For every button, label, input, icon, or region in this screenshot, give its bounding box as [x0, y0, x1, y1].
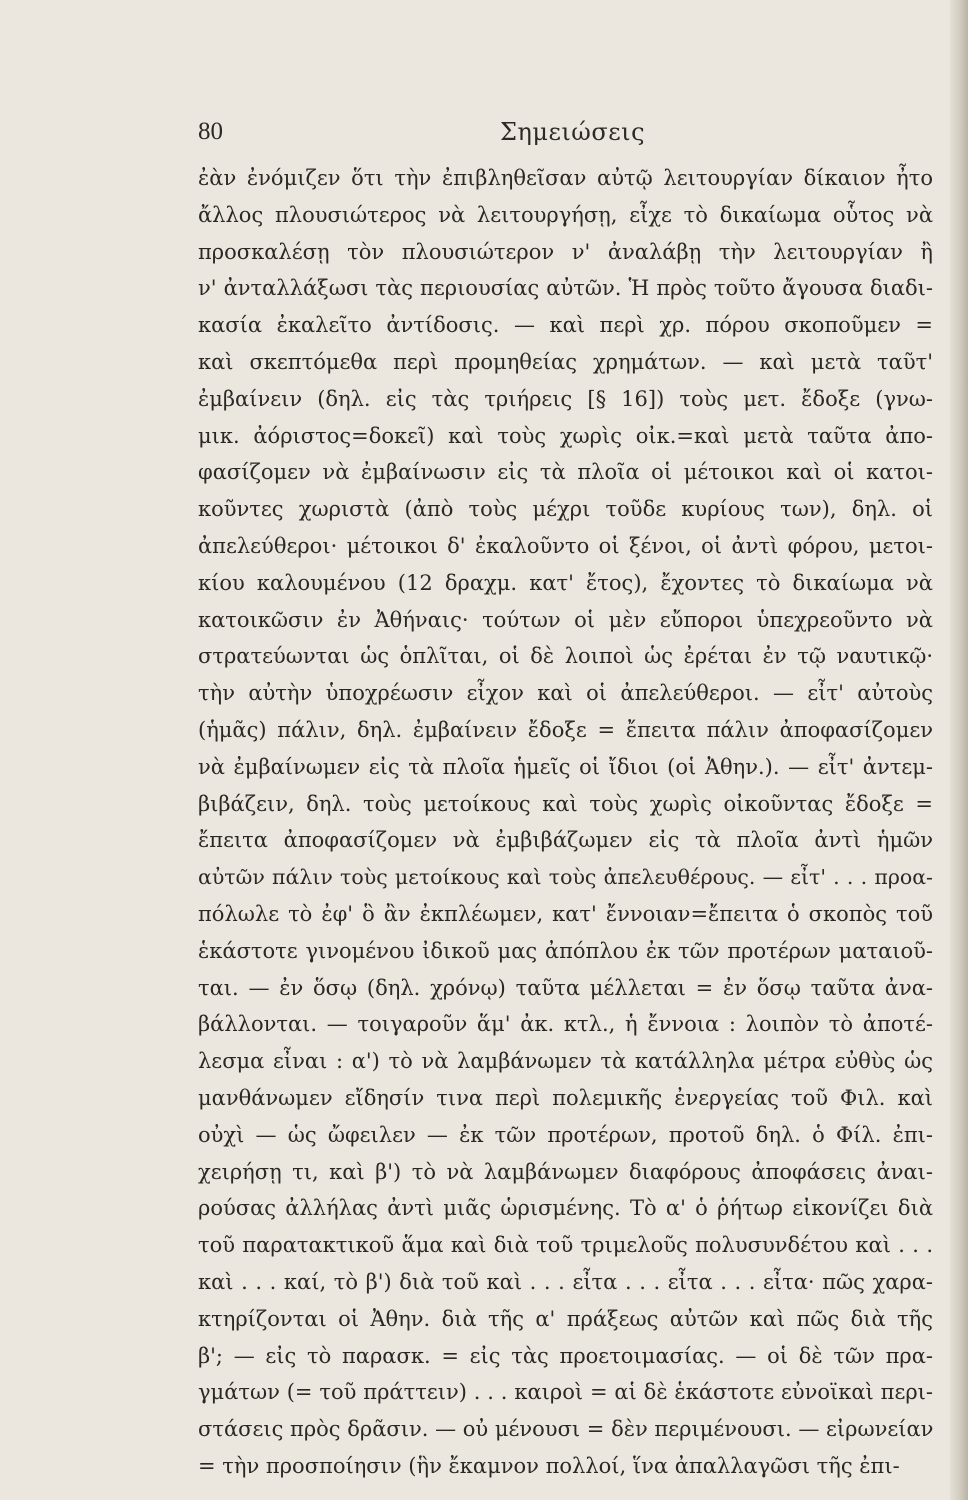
text-line: κασία ἐκαλεῖτο ἀντίδοσις. — καὶ περὶ χρ. πόρου σκοποῦμεν =	[198, 313, 933, 338]
text-line: ἐὰν ἐνόμιζεν ὅτι τὴν ἐπιβληθεῖσαν αὐτῷ λειτουργίαν δίκαιον ἦτο	[198, 166, 933, 190]
text-line: κίου καλουμένου (12 δραχμ. κατ' ἔτος), ἔχοντες τὸ δικαίωμα νὰ	[198, 570, 933, 595]
text-line: νὰ ἐμβαίνωμεν εἰς τὰ πλοῖα ἡμεῖς οἱ ἴδιοι (οἱ Ἀθην.). — εἶτ' ἀντεμ-	[198, 754, 933, 779]
running-head: Σημειώσεις	[500, 118, 646, 146]
text-line: ἄλλος πλουσιώτερος νὰ λειτουργήσῃ, εἶχε τὸ δικαίωμα οὗτος νὰ	[198, 202, 933, 227]
text-line: ται. — ἐν ὅσῳ (δηλ. χρόνῳ) ταῦτα μέλλεται = ἐν ὅσῳ ταῦτα ἀνα-	[198, 975, 933, 1000]
text-line: καὶ . . . καί, τὸ β') διὰ τοῦ καὶ . . . εἶτα . . . εἶτα . . . εἶτα· πῶς χαρα-	[198, 1269, 933, 1294]
text-line: ἔπειτα ἀποφασίζομεν νὰ ἐμβιβάζωμεν εἰς τὰ πλοῖα ἀντὶ ἡμῶν	[198, 828, 933, 853]
page-edge-shadow	[950, 0, 968, 1500]
text-line: μικ. ἀόριστος=δοκεῖ) καὶ τοὺς χωρὶς οἰκ.=καὶ μετὰ ταῦτα ἀπο-	[198, 423, 933, 448]
text-line: ἐμβαίνειν (δηλ. εἰς τὰς τριήρεις [§ 16]) τοὺς μετ. ἔδοξε (γνω-	[198, 386, 933, 411]
text-line: ν' ἀνταλλάξωσι τὰς περιουσίας αὐτῶν. Ἡ πρὸς τοῦτο ἄγουσα διαδι-	[198, 276, 933, 301]
body-text	[198, 160, 933, 1485]
text-line: οὐχὶ — ὡς ὤφειλεν — ἐκ τῶν προτέρων, προτοῦ δηλ. ὁ Φίλ. ἐπι-	[198, 1122, 933, 1147]
text-line: β'; — εἰς τὸ παρασκ. = εἰς τὰς προετοιμασίας. — οἱ δὲ τῶν πρα-	[198, 1343, 933, 1368]
text-line: πόλωλε τὸ ἐφ' ὃ ἂν ἐκπλέωμεν, κατ' ἔννοιαν=ἔπειτα ὁ σκοπὸς τοῦ	[198, 901, 933, 926]
text-line: βάλλονται. — τοιγαροῦν ἅμ' ἀκ. κτλ., ἡ ἔννοια : λοιπὸν τὸ ἀποτέ-	[198, 1012, 933, 1037]
text-line: φασίζομεν νὰ ἐμβαίνωσιν εἰς τὰ πλοῖα οἱ μέτοικοι καὶ οἱ κατοι-	[198, 460, 933, 485]
text-line: μανθάνωμεν εἴδησίν τινα περὶ πολεμικῆς ἐνεργείας τοῦ Φιλ. καὶ	[198, 1085, 933, 1110]
text-line: τοῦ παρατακτικοῦ ἅμα καὶ διὰ τοῦ τριμελοῦς πολυσυνδέτου καὶ . . .	[198, 1233, 933, 1258]
text-line: κτηρίζονται οἱ Ἀθην. διὰ τῆς α' πράξεως αὐτῶν καὶ πῶς διὰ τῆς	[198, 1306, 933, 1331]
text-line: βιβάζειν, δηλ. τοὺς μετοίκους καὶ τοὺς χωρὶς οἰκοῦντας ἔδοξε =	[198, 791, 933, 816]
text-line: λεσμα εἶναι : α') τὸ νὰ λαμβάνωμεν τὰ κατάλληλα μέτρα εὐθὺς ὡς	[198, 1049, 933, 1074]
text-line: τὴν αὐτὴν ὑποχρέωσιν εἶχον καὶ οἱ ἀπελεύθεροι. — εἶτ' αὐτοὺς	[198, 681, 933, 706]
text-line: στάσεις πρὸς δρᾶσιν. — οὐ μένουσι = δὲν περιμένουσι. — εἰρωνείαν	[198, 1417, 933, 1442]
text-line: ρούσας ἀλλήλας ἀντὶ μιᾶς ὡρισμένης. Τὸ α' ὁ ῥήτωρ εἰκονίζει διὰ	[198, 1196, 933, 1221]
page-number: 80	[198, 118, 223, 145]
text-line: κοῦντες χωριστὰ (ἀπὸ τοὺς μέχρι τοῦδε κυρίους των), δηλ. οἱ	[198, 497, 933, 522]
text-line: προσκαλέσῃ τὸν πλουσιώτερον ν' ἀναλάβῃ τὴν λειτουργίαν ἢ	[198, 239, 933, 264]
text-line: στρατεύωνται ὡς ὁπλῖται, οἱ δὲ λοιποὶ ὡς ἐρέται ἐν τῷ ναυτικῷ·	[198, 644, 933, 669]
text-line: ἑκάστοτε γινομένου ἰδικοῦ μας ἀπόπλου ἐκ τῶν προτέρων ματαιοῦ-	[198, 938, 933, 963]
text-line: αὐτῶν πάλιν τοὺς μετοίκους καὶ τοὺς ἀπελευθέρους. — εἶτ' . . . προα-	[198, 865, 933, 890]
text-line: γμάτων (= τοῦ πράττειν) . . . καιροὶ = αἱ δὲ ἑκάστοτε εὐνοϊκαὶ περι-	[198, 1380, 933, 1405]
text-line: κατοικῶσιν ἐν Ἀθήναις· τούτων οἱ μὲν εὔποροι ὑπεχρεοῦντο νὰ	[198, 607, 933, 632]
page-header	[0, 118, 968, 152]
text-line: (ἡμᾶς) πάλιν, δηλ. ἐμβαίνειν ἔδοξε = ἔπειτα πάλιν ἀποφασίζομεν	[198, 717, 933, 742]
text-line: καὶ σκεπτόμεθα περὶ προμηθείας χρημάτων. — καὶ μετὰ ταῦτ'	[198, 349, 933, 374]
text-line: = τὴν προσποίησιν (ἣν ἔκαμνον πολλοί, ἵνα ἀπαλλαγῶσι τῆς ἐπι-	[198, 1453, 900, 1478]
text-line: ἀπελεύθεροι· μέτοικοι δ' ἐκαλοῦντο οἱ ξένοι, οἱ ἀντὶ φόρου, μετοι-	[198, 533, 933, 558]
text-line: χειρήσῃ τι, καὶ β') τὸ νὰ λαμβάνωμεν διαφόρους ἀποφάσεις ἀναι-	[198, 1159, 933, 1184]
